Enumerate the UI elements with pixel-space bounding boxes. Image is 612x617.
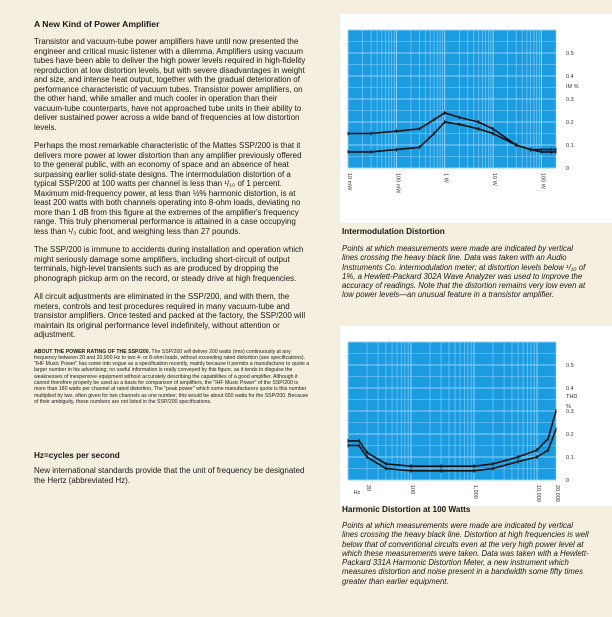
im-ytick-label: 0.4 — [566, 74, 574, 80]
paragraph-immunity: The SSP/200 is immune to accidents during installation and operation which might seriously damage some amplifiers, including short-circuit of output terminals, high-level transients such as are produced by dropping the phonograph pickup arm on the record, or steady drive at high frequencies. — [34, 245, 304, 283]
hd-xtick-label: 10,000 — [535, 485, 542, 502]
im-xtick-label: 1 W — [442, 173, 449, 183]
im-ytick-label: 0.1 — [566, 143, 574, 149]
article-heading: A New Kind of Power Amplifier — [34, 19, 160, 29]
paragraph-characteristics: Perhaps the most remarkable characteristic of the Mattes SSP/200 is that it delivers more power at lower distortion than any amplifier previously offered to the general public, with an economy of space and an absence of heat surpassing earlier solid-state designs. The intermodulation distortion of a typical SSP/200 at 100 watts per channel is less than ¹/₁₀ of 1 percent. Maximum mid-frequency power, at less than ½% harmonic distortion, is at least 200 watts with both channels operating into 8-ohm loads, deviating no more than 1 dB from this figure at the extremes of the amplifier's frequency range. This truly phenomenal performance is attained in a case occupying less than ¹/₃ cubic foot, and weighing less than 27 pounds. — [34, 141, 302, 236]
hd-ytick-label: 0 — [566, 478, 570, 484]
hd-xtick-label: 100 — [409, 485, 416, 495]
im-xtick-label: 10 mW — [346, 173, 352, 191]
hd-ylabel: THD — [566, 394, 578, 400]
power-rating-note-title: ABOUT THE POWER RATING OF THE SSP/200. — [34, 348, 151, 355]
im-xtick-label: 10 W — [491, 173, 498, 186]
charts-column — [340, 0, 612, 617]
hd-xtick-label: Hz — [353, 490, 361, 496]
im-chart-caption: Points at which measurements were made are indicated by vertical lines crossing the heavy black line. Data was taken with an Audio Instruments Co. intermodulation meter; at distortion levels below ¹/₁₀ of 1%, a Hewlett-Packard 302A Wave Analyzer was used to improve the accuracy of readings. Note that the distortion remains very low even at low power levels—an unusual feature in a transistor amplifier. — [342, 244, 586, 300]
im-ylabel: IM % — [566, 84, 579, 90]
hd-ytick-label: 0.2 — [566, 432, 574, 438]
article-column — [34, 19, 310, 494]
hd-chart-caption: Points at which measurements were made are indicated by vertical lines crossing the heavy black line. Distortion at high frequencies is well below that of conventional circuits even at the very high power level at which these measurements were taken. Data was taken with a Hewlett-Packard 331A Harmonic Distortion Meter, a new instrument which measures distortion and noise present in a bandwidth some fifty times greater than earlier equipment. — [342, 521, 589, 586]
power-rating-note-body: The SSP/200 will deliver 200 watts (rms) continuously at any frequency between 20 and 20,000 Hz to two 4- or 8-ohm loads, without exceeding rated distortion (see specifications). "IHF Music Power" has come into vogue as a specification recently, mainly because it permits a manufacturer to quote a larger number in his advertising; no useful information is really conveyed by this figure, as it tends to disguise the weaknesses of inexpensive equipment without accurately describing the capabilities of a good amplifier. Although it cannot therefore properly be used as a basis for comparison of amplifiers, the "IHF Music Power" of the SSP/200 is more than 180 watts per channel at rated distortion. The "peak power" which some manufacturers quote is this number multiplied by two, often given for two channels as one number; this would be about 650 watts for the SSP/200. Because of their ambiguity, these numbers are not listed in the SSP/200 specifications. — [34, 348, 310, 405]
hd-ytick-label: 0.4 — [566, 386, 574, 392]
hz-paragraph: New international standards provide that the unit of frequency be designated the Hertz (abbreviated Hz). — [34, 466, 305, 485]
hd-ytick-label: 0.1 — [566, 455, 574, 461]
im-xtick-label: 100 mW — [394, 173, 401, 194]
hz-heading: Hz=cycles per second — [34, 451, 120, 461]
hd-xtick-label: 1,000 — [472, 485, 479, 499]
im-xtick-label: 100 W — [539, 173, 546, 189]
hd-xtick-label: 20,000 — [554, 485, 560, 502]
paragraph-intro: Transistor and vacuum-tube power amplifiers have until now presented the engineer and critical music listener with a dilemma. Amplifiers using vacuum tubes have been able to deliver the high power levels required in high-fidelity reproduction at low distortion levels, but with severe disadvantages in weight and size, and intense heat output, together with the gradual deterioration of performance characteristic of vacuum tubes. Transistor power amplifiers, on the other hand, while smaller and much cooler in operation than their vacuum-tube counterparts, have not approached tube units in their ability to deliver sustained power across a wide band of frequencies at low distortion levels. — [34, 37, 306, 132]
im-ytick-label: 0 — [566, 166, 570, 172]
hd-ylabel: % — [566, 404, 571, 410]
hd-xtick-label: 20 — [364, 485, 371, 492]
power-rating-note — [34, 349, 310, 406]
hd-ytick-label: 0.5 — [566, 363, 574, 369]
hd-chart-title: Harmonic Distortion at 100 Watts — [342, 505, 471, 514]
harmonic-distortion-chart — [340, 0, 612, 520]
im-ytick-label: 0.5 — [566, 51, 574, 57]
im-ytick-label: 0.2 — [566, 120, 574, 126]
hd-ytick-label: 0.3 — [566, 409, 574, 415]
im-chart-title: Intermodulation Distortion — [342, 227, 445, 236]
paragraph-adjustments: All circuit adjustments are eliminated in the SSP/200, and with them, the meters, controls and test procedures required in many vacuum-tube and transistor amplifiers. Once tested and packed at the factory, the SSP/200 will maintain its original performance level indefinitely, without attention or adjustment. — [34, 292, 306, 339]
im-ytick-label: 0.3 — [566, 97, 574, 103]
